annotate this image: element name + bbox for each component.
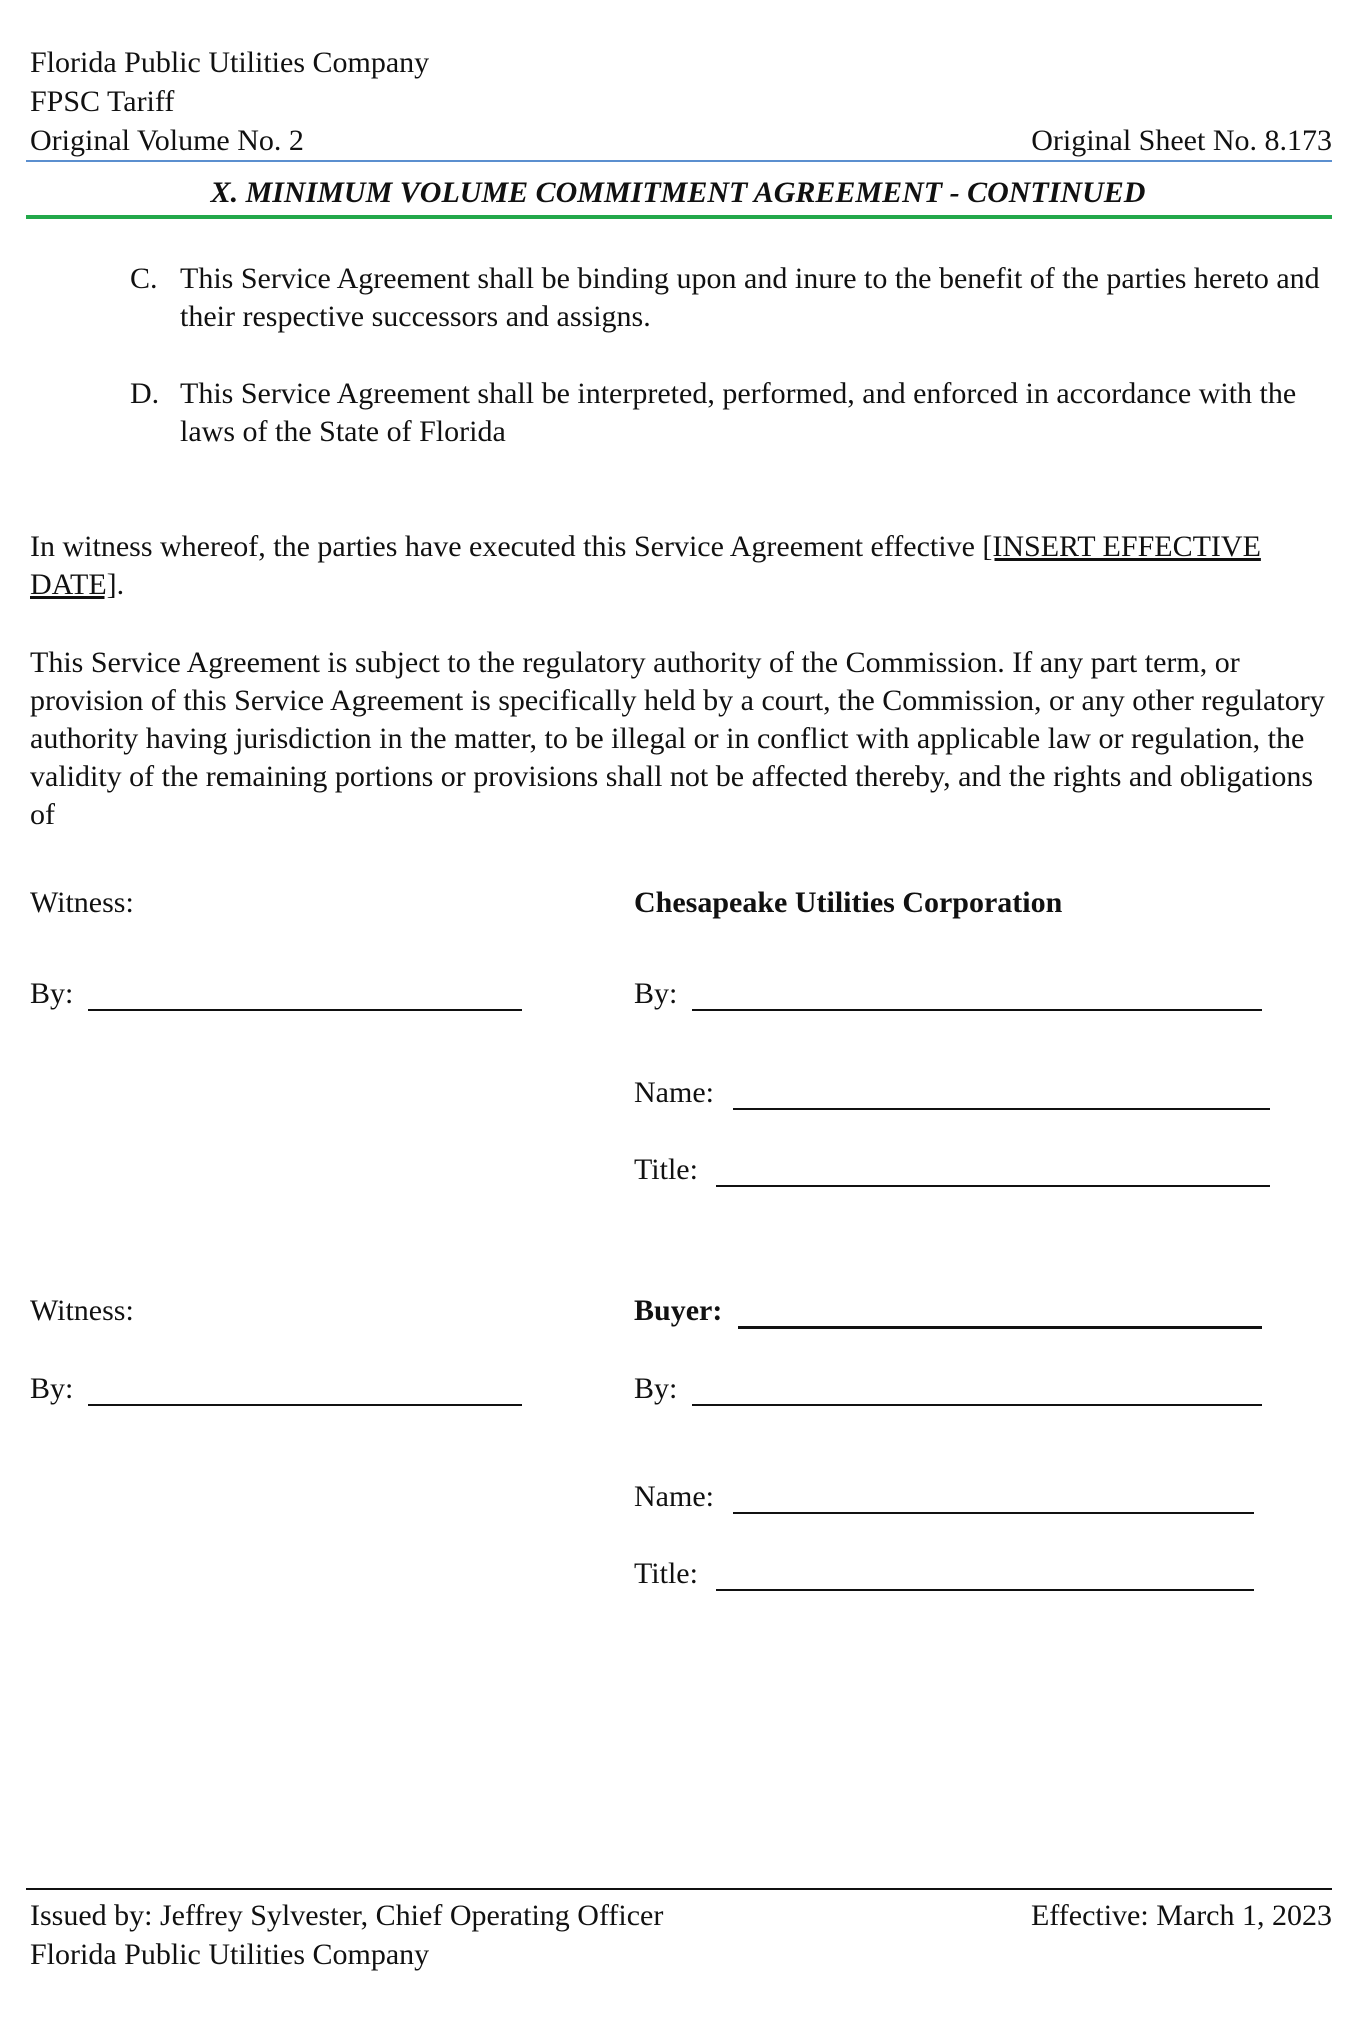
- party-signature-line-1: [692, 1009, 1262, 1011]
- footer-issued-by: Issued by: Jeffrey Sylvester, Chief Operating Officer: [30, 1899, 664, 1932]
- party-name-line-2: [733, 1512, 1254, 1514]
- party-by-label-2: By:: [634, 1372, 678, 1405]
- party-title-line-2: [716, 1589, 1254, 1591]
- party-signature-line-2: [692, 1404, 1262, 1406]
- header-rule-green: [26, 215, 1332, 219]
- party-title-line-1: [716, 1185, 1270, 1187]
- party-name-buyer: Buyer:: [634, 1294, 723, 1327]
- regulatory-paragraph: This Service Agreement is subject to the regulatory authority of the Commission. If any part term, or provision of this Service Agreement is specifically held by a court, the Commission, or any other regulatory authority having jurisdiction in the matter, to be illegal or in conflict with applicable law or regulation, the validity of the remaining portions or provisions shall not be affected thereby, and the rights and obligations of: [30, 646, 1325, 831]
- party-name-line-1: [733, 1108, 1270, 1110]
- witness-label-1: Witness:: [30, 886, 134, 919]
- effective-date-placeholder: [INSERT EFFECTIVE DATE]: [30, 530, 1261, 601]
- header-tariff: FPSC Tariff: [30, 85, 175, 118]
- footer-company: Florida Public Utilities Company: [30, 1938, 430, 1971]
- header-sheet-number: Original Sheet No. 8.173: [1031, 124, 1332, 157]
- item-d-letter: D.: [130, 377, 160, 410]
- witness-paragraph-text: In witness whereof, the parties have executed this Service Agreement effective: [30, 530, 983, 563]
- witness-by-label-2: By:: [30, 1372, 74, 1405]
- item-d-text: This Service Agreement shall be interpreted, performed, and enforced in accordance with the laws of the State of Florida: [180, 377, 1297, 448]
- witness-paragraph-end: .: [116, 568, 125, 601]
- header-rule-blue: [26, 160, 1332, 162]
- section-title: X. MINIMUM VOLUME COMMITMENT AGREEMENT - CONTINUED: [210, 176, 1146, 209]
- footer-rule: [26, 1888, 1332, 1890]
- party-name-label-1: Name:: [634, 1076, 714, 1109]
- witness-signature-line-2: [88, 1404, 522, 1406]
- witness-signature-line-1: [88, 1009, 522, 1011]
- item-c-letter: C.: [130, 262, 158, 295]
- party-name-label-2: Name:: [634, 1480, 714, 1513]
- party-title-label-2: Title:: [634, 1557, 698, 1590]
- item-c-text: This Service Agreement shall be binding upon and inure to the benefit of the parties hereto and their respective successors and assigns.: [180, 262, 1320, 333]
- witness-by-label-1: By:: [30, 977, 74, 1010]
- footer-effective-date: Effective: March 1, 2023: [1030, 1899, 1332, 1932]
- party-name-chesapeake: Chesapeake Utilities Corporation: [634, 886, 1063, 919]
- party-title-label-1: Title:: [634, 1153, 698, 1186]
- header-company: Florida Public Utilities Company: [30, 46, 430, 79]
- witness-label-2: Witness:: [30, 1294, 134, 1327]
- header-volume: Original Volume No. 2: [30, 124, 304, 157]
- witness-paragraph: [30, 528, 1330, 604]
- party-by-label-1: By:: [634, 977, 678, 1010]
- buyer-name-line: [738, 1326, 1262, 1329]
